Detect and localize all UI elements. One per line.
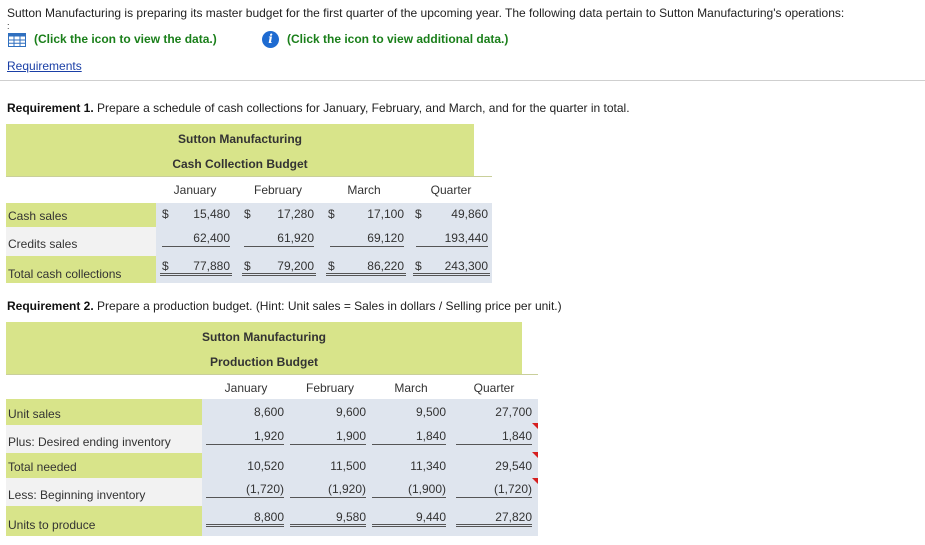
- cash-table-company: Sutton Manufacturing: [178, 132, 302, 146]
- prod-cell: 8,800: [206, 510, 284, 527]
- prod-cell: (1,720): [456, 482, 532, 498]
- data-table-icon[interactable]: [8, 33, 26, 47]
- dollar-sign: $: [162, 207, 169, 221]
- cash-row-label: Credits sales: [8, 237, 78, 251]
- requirement-1-heading: [7, 101, 630, 115]
- dollar-sign: $: [162, 259, 169, 273]
- dollar-sign: $: [328, 259, 335, 273]
- cash-cell: 62,400: [162, 231, 230, 247]
- cash-cell: 243,300: [444, 259, 488, 273]
- divider: [0, 80, 925, 81]
- dollar-sign: $: [328, 207, 335, 221]
- view-data-link[interactable]: (Click the icon to view the data.): [34, 32, 217, 46]
- cash-cell: 77,880: [193, 259, 230, 273]
- prod-cell: 1,840: [456, 429, 532, 445]
- prod-cell: 9,440: [372, 510, 446, 527]
- cash-row-label: Cash sales: [8, 209, 68, 223]
- cash-col-march: March: [347, 183, 381, 197]
- prod-col-january: January: [224, 381, 268, 395]
- prod-row-label: Less: Beginning inventory: [8, 488, 146, 502]
- separator-dot: :: [7, 21, 10, 31]
- prod-cell: (1,900): [372, 482, 446, 498]
- view-additional-data-link[interactable]: (Click the icon to view additional data.): [287, 32, 509, 46]
- requirement-1-text: Prepare a schedule of cash collections for January, February, and March, and for the quarter in total.: [93, 101, 630, 115]
- prod-row-label: Total needed: [8, 460, 77, 474]
- dollar-sign: $: [415, 207, 422, 221]
- prod-col-february: February: [305, 381, 355, 395]
- cash-cell: 17,100: [367, 207, 404, 221]
- prod-row-label: Plus: Desired ending inventory: [8, 435, 171, 449]
- prod-cell: 1,920: [206, 429, 284, 445]
- prod-cell: 11,340: [410, 459, 446, 473]
- cash-cell: 69,120: [330, 231, 404, 247]
- prod-table-company: Sutton Manufacturing: [202, 330, 326, 344]
- prod-cell: (1,720): [206, 482, 284, 498]
- cash-row-label: Total cash collections: [8, 267, 122, 281]
- prod-col-quarter: Quarter: [473, 381, 515, 395]
- prod-cell: 11,500: [330, 459, 366, 473]
- requirement-2-label: Requirement 2.: [7, 299, 94, 313]
- prod-table-title: Production Budget: [210, 355, 318, 369]
- prod-row-label: Units to produce: [8, 518, 96, 532]
- prod-row-label: Unit sales: [8, 407, 61, 421]
- input-flag: [532, 423, 538, 429]
- prod-cell: (1,920): [290, 482, 366, 498]
- intro-text: Sutton Manufacturing is preparing its master budget for the first quarter of the upcoming year. The following data pertain to Sutton Manufacturing's operations:: [7, 6, 845, 20]
- prod-cell: 29,540: [495, 459, 532, 473]
- prod-cell: 9,500: [415, 405, 446, 419]
- cash-col-january: January: [173, 183, 217, 197]
- input-flag: [532, 478, 538, 484]
- prod-cell: 10,520: [247, 459, 284, 473]
- requirement-1-label: Requirement 1.: [7, 101, 94, 115]
- info-icon[interactable]: i: [262, 31, 279, 48]
- prod-cell: 27,820: [456, 510, 532, 527]
- prod-cell: 9,580: [290, 510, 366, 527]
- cash-cell: 61,920: [244, 231, 314, 247]
- cash-cell: 49,860: [451, 207, 488, 221]
- cash-cell: 193,440: [416, 231, 488, 247]
- prod-cell: 8,600: [253, 405, 284, 419]
- prod-cell: 1,840: [372, 429, 446, 445]
- cash-cell: 15,480: [193, 207, 230, 221]
- cash-cell: 86,220: [367, 259, 404, 273]
- prod-col-march: March: [394, 381, 428, 395]
- requirement-2-heading: [7, 299, 562, 313]
- dollar-sign: $: [415, 259, 422, 273]
- cash-table-title: Cash Collection Budget: [172, 157, 308, 171]
- cash-col-february: February: [253, 183, 303, 197]
- cash-cell: 17,280: [277, 207, 314, 221]
- requirement-2-text: Prepare a production budget. (Hint: Unit sales = Sales in dollars / Selling price per unit.): [93, 299, 562, 313]
- requirements-link[interactable]: Requirements: [7, 59, 82, 73]
- cash-col-quarter: Quarter: [430, 183, 472, 197]
- input-flag: [532, 452, 538, 458]
- prod-cell: 9,600: [335, 405, 366, 419]
- cash-cell: 79,200: [277, 259, 314, 273]
- dollar-sign: $: [244, 259, 251, 273]
- prod-cell: 1,900: [290, 429, 366, 445]
- dollar-sign: $: [244, 207, 251, 221]
- prod-cell: 27,700: [495, 405, 532, 419]
